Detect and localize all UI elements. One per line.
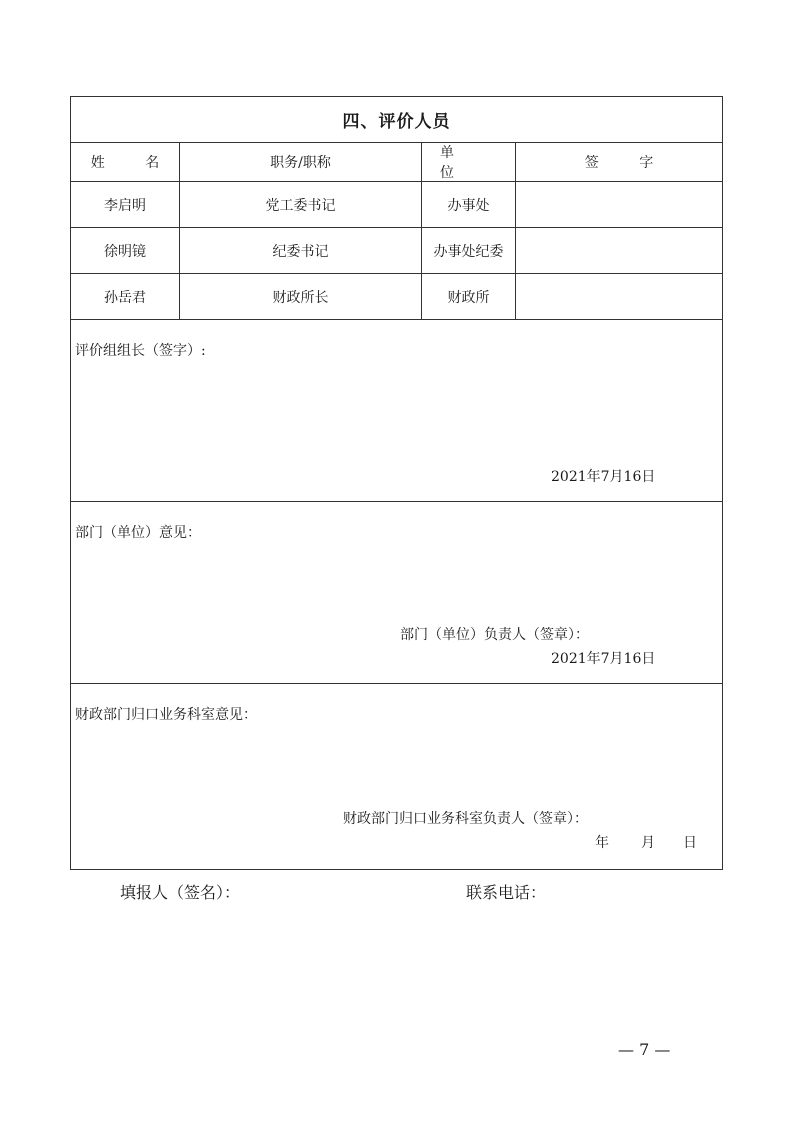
department-opinion-section[interactable] (71, 502, 722, 684)
header-unit: 单 位 (422, 143, 516, 181)
team-leader-label: 评价组组长（签字）: (75, 343, 206, 359)
section-title: 四、评价人员 (71, 97, 722, 143)
cell-signature[interactable] (516, 182, 722, 227)
finance-signer-label: 财政部门归口业务科室负责人（签章）： (343, 811, 588, 827)
team-leader-section[interactable] (71, 320, 722, 502)
header-name: 姓 名 (71, 143, 180, 181)
department-signer-label: 部门（单位）负责人（签章）： (400, 627, 589, 643)
cell-position: 党工委书记 (180, 182, 422, 227)
contact-phone-label: 联系电话： (466, 883, 547, 902)
table-header-row (71, 143, 722, 182)
cell-signature[interactable] (516, 228, 722, 273)
finance-month: 月 (641, 835, 655, 851)
finance-opinion-label: 财政部门归口业务科室意见： (75, 707, 257, 723)
evaluation-form (70, 96, 723, 870)
table-row (71, 182, 722, 228)
cell-unit: 办事处纪委 (422, 228, 516, 273)
department-opinion-label: 部门（单位）意见： (75, 525, 201, 541)
table-row (71, 274, 722, 320)
cell-name: 李启明 (71, 182, 180, 227)
evaluator-table (71, 143, 722, 320)
cell-position: 纪委书记 (180, 228, 422, 273)
cell-signature[interactable] (516, 274, 722, 319)
team-leader-date: 2021年7月16日 (551, 469, 656, 485)
finance-day: 日 (683, 835, 697, 851)
cell-name: 徐明镜 (71, 228, 180, 273)
department-opinion-date: 2021年7月16日 (551, 651, 656, 667)
cell-unit: 财政所 (422, 274, 516, 319)
filler-signature-label: 填报人（签名）： (120, 883, 241, 902)
header-position: 职务/职称 (180, 143, 422, 181)
cell-position: 财政所长 (180, 274, 422, 319)
table-row (71, 228, 722, 274)
cell-name: 孙岳君 (71, 274, 180, 319)
cell-unit: 办事处 (422, 182, 516, 227)
header-signature: 签 字 (584, 155, 672, 171)
finance-year: 年 (595, 835, 609, 851)
finance-opinion-section[interactable] (71, 684, 722, 868)
page-number: — 7 — (618, 1040, 671, 1059)
